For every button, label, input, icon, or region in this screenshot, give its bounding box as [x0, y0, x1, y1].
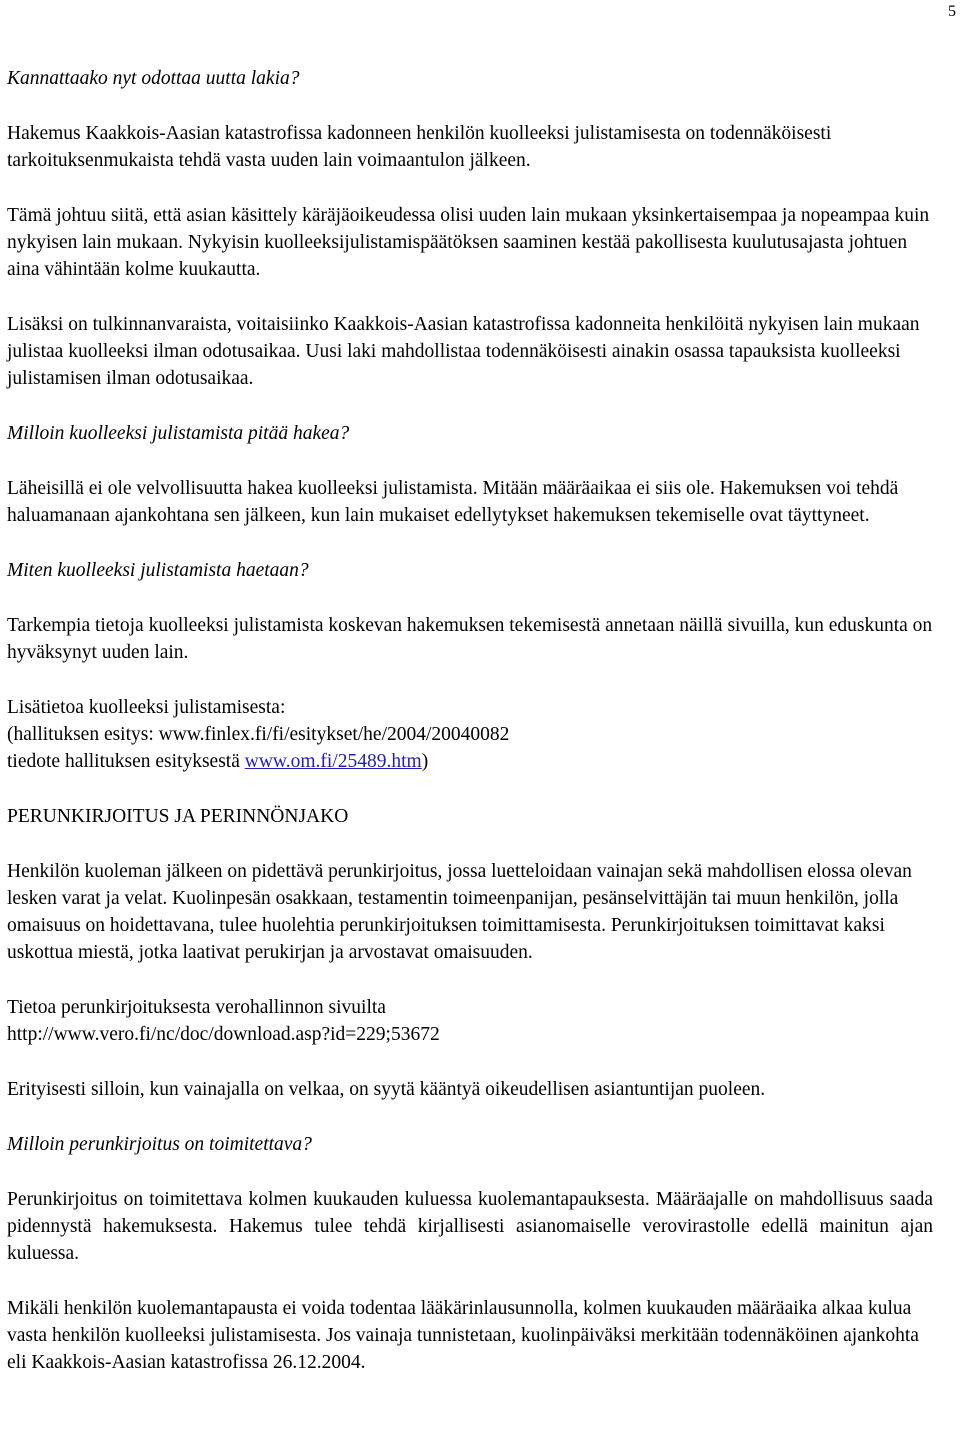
paragraph-deadline-start: Mikäli henkilön kuolemantapausta ei voida todentaa lääkärinlausunnolla, kolmen kuukauden määräaika alkaa kulua vasta henkilön kuolleeksi julistamisesta. Jos vainaja tunnistetaan, kuolinpäiväksi merkitään todennäköinen ajankohta eli Kaakkois-Aasian katastrofissa 26.12.2004.	[7, 1298, 919, 1373]
vero-info-block	[7, 994, 933, 1048]
paragraph-three-months: Perunkirjoitus on toimitettava kolmen kuukauden kuluessa kuolemantapauksesta. Määräajalle on mahdollisuus saada pidennystä hakemuksesta. Hakemus tulee tehdä kirjallisesti asianomaiselle verovirastolle edellä mainitun ajan kuluessa.	[7, 1189, 933, 1264]
info-press-release	[7, 748, 933, 775]
info-title: Lisätietoa kuolleeksi julistamisesta:	[7, 697, 286, 718]
document-body	[7, 65, 933, 1404]
paragraph-no-obligation: Läheisillä ei ole velvollisuutta hakea kuolleeksi julistamista. Mitään määräaikaa ei siis ole. Hakemuksen voi tehdä haluamanaan ajankohtana sen jälkeen, kun lain mukaiset edellytykset hakemuksen tekemiselle ovat täyttyneet.	[7, 478, 899, 526]
closing-parenthesis: )	[421, 751, 429, 772]
vero-info-title: Tietoa perunkirjoituksesta verohallinnon sivuilta	[7, 997, 386, 1018]
section-heading-estate-inventory: PERUNKIRJOITUS JA PERINNÖNJAKO	[7, 806, 349, 827]
paragraph-application-timing: Hakemus Kaakkois-Aasian katastrofissa kadonneen henkilön kuolleeksi julistamisesta on todennäköisesti tarkoituksenmukaista tehdä vasta uuden lain voimaantulon jälkeen.	[7, 123, 832, 171]
question-heading-how-to-apply: Miten kuolleeksi julistamista haetaan?	[7, 560, 309, 581]
info-press-release-text: tiedote hallituksen esityksestä	[7, 751, 245, 772]
om-link[interactable]: www.om.fi/25489.htm	[244, 751, 422, 772]
paragraph-more-info-later: Tarkempia tietoja kuolleeksi julistamista koskevan hakemuksen tekemisestä annetaan näillä sivuilla, kun eduskunta on hyväksynyt uuden lain.	[7, 615, 933, 663]
info-government-proposal: (hallituksen esitys: www.finlex.fi/fi/esitykset/he/2004/20040082	[7, 724, 510, 745]
paragraph-interpretation: Lisäksi on tulkinnanvaraista, voitaisiinko Kaakkois-Aasian katastrofissa kadonneita henkilöitä nykyisen lain mukaan julistaa kuolleeksi ilman odotusaikaa. Uusi laki mahdollistaa todennäköisesti ainakin osassa tapauksista kuolleeksi julistamisen ilman odotusaikaa.	[7, 314, 920, 389]
page-number: 5	[948, 3, 956, 20]
info-block	[7, 694, 933, 775]
paragraph-court-procedure: Tämä johtuu siitä, että asian käsittely käräjäoikeudessa olisi uuden lain mukaan yksinkertaisempaa ja nopeampaa kuin nykyisen lain mukaan. Nykyisin kuolleeksijulistamispäätöksen saaminen kestää pakollisesta kuulutusajasta johtuen aina vähintään kolme kuukautta.	[7, 205, 930, 280]
paragraph-estate-inventory: Henkilön kuoleman jälkeen on pidettävä perunkirjoitus, jossa luetteloidaan vainajan sekä mahdollisen elossa olevan lesken varat ja velat. Kuolinpesän osakkaan, testamentin toimeenpanijan, pesänselvittäjän tai muun henkilön, jolla omaisuus on hoidettavana, tulee huolehtia perunkirjoituksen toimittamisesta. Perunkirjoituksen toimittavat kaksi uskottua miestä, jotka laativat perukirjan ja arvostavat omaisuuden.	[7, 861, 912, 963]
question-heading-inventory-deadline: Milloin perunkirjoitus on toimitettava?	[7, 1134, 312, 1155]
question-heading-wait-for-law: Kannattaako nyt odottaa uutta lakia?	[7, 68, 300, 89]
paragraph-legal-expert: Erityisesti silloin, kun vainajalla on velkaa, on syytä kääntyä oikeudellisen asiantuntijan puoleen.	[7, 1079, 766, 1100]
vero-info-url: http://www.vero.fi/nc/doc/download.asp?id=229;53672	[7, 1024, 440, 1045]
question-heading-when-to-apply: Milloin kuolleeksi julistamista pitää hakea?	[7, 423, 350, 444]
